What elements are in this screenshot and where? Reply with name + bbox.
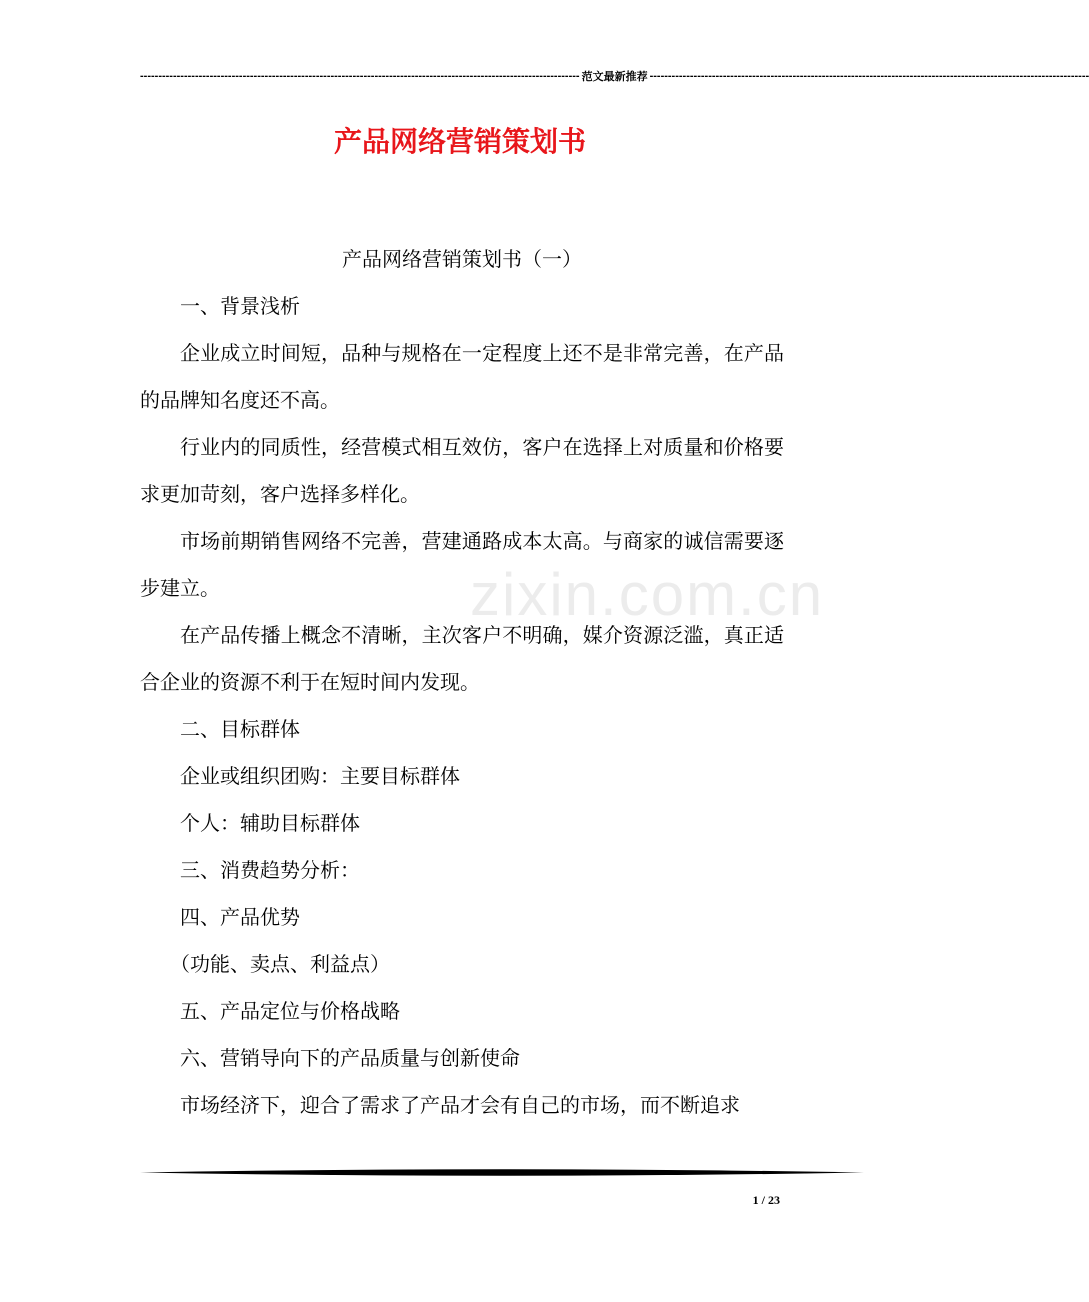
paragraph: 个人：辅助目标群体 <box>180 811 360 835</box>
paragraph: 企业成立时间短，品种与规格在一定程度上还不是非常完善，在产品的品牌知名度还不高。 <box>140 341 784 412</box>
paragraph: 一、背景浅析 <box>180 294 300 318</box>
document-subtitle: 产品网络营销策划书（一） <box>342 247 582 271</box>
page-number: 1 / 23 <box>752 1193 780 1207</box>
paragraph: 企业或组织团购：主要目标群体 <box>180 764 460 788</box>
watermark: zixin.com.cn <box>470 561 825 628</box>
paragraph: 在产品传播上概念不清晰，主次客户不明确，媒介资源泛滥，真正适合企业的资源不利于在短时间内发现。 <box>140 623 784 694</box>
document-title: 产品网络营销策划书 <box>333 125 586 158</box>
paragraph: （功能、卖点、利益点） <box>170 952 390 976</box>
header-dash-left: ------------------------------------------------------------------------------------------------------------------------ <box>140 70 580 82</box>
paragraph: 市场前期销售网络不完善，营建通路成本太高。与商家的诚信需要逐步建立。 <box>140 529 784 600</box>
document-body <box>140 236 784 1129</box>
paragraph: 三、消费趋势分析： <box>180 858 360 882</box>
header-label: 范文最新推荐 <box>581 71 648 83</box>
paragraph: 市场经济下，迎合了需求了产品才会有自己的市场，而不断追求 <box>180 1093 740 1117</box>
footer-rule <box>140 1168 864 1177</box>
paragraph: 六、营销导向下的产品质量与创新使命 <box>180 1046 520 1070</box>
paragraph: 四、产品优势 <box>180 905 300 929</box>
paragraph: 二、目标群体 <box>180 717 300 741</box>
page-header <box>140 68 1089 84</box>
paragraph: 行业内的同质性，经营模式相互效仿，客户在选择上对质量和价格要求更加苛刻，客户选择多样化。 <box>140 435 784 506</box>
header-dash-right: ------------------------------------------------------------------------------------------------------------------------ <box>649 70 1089 82</box>
paragraph: 五、产品定位与价格战略 <box>180 999 400 1023</box>
